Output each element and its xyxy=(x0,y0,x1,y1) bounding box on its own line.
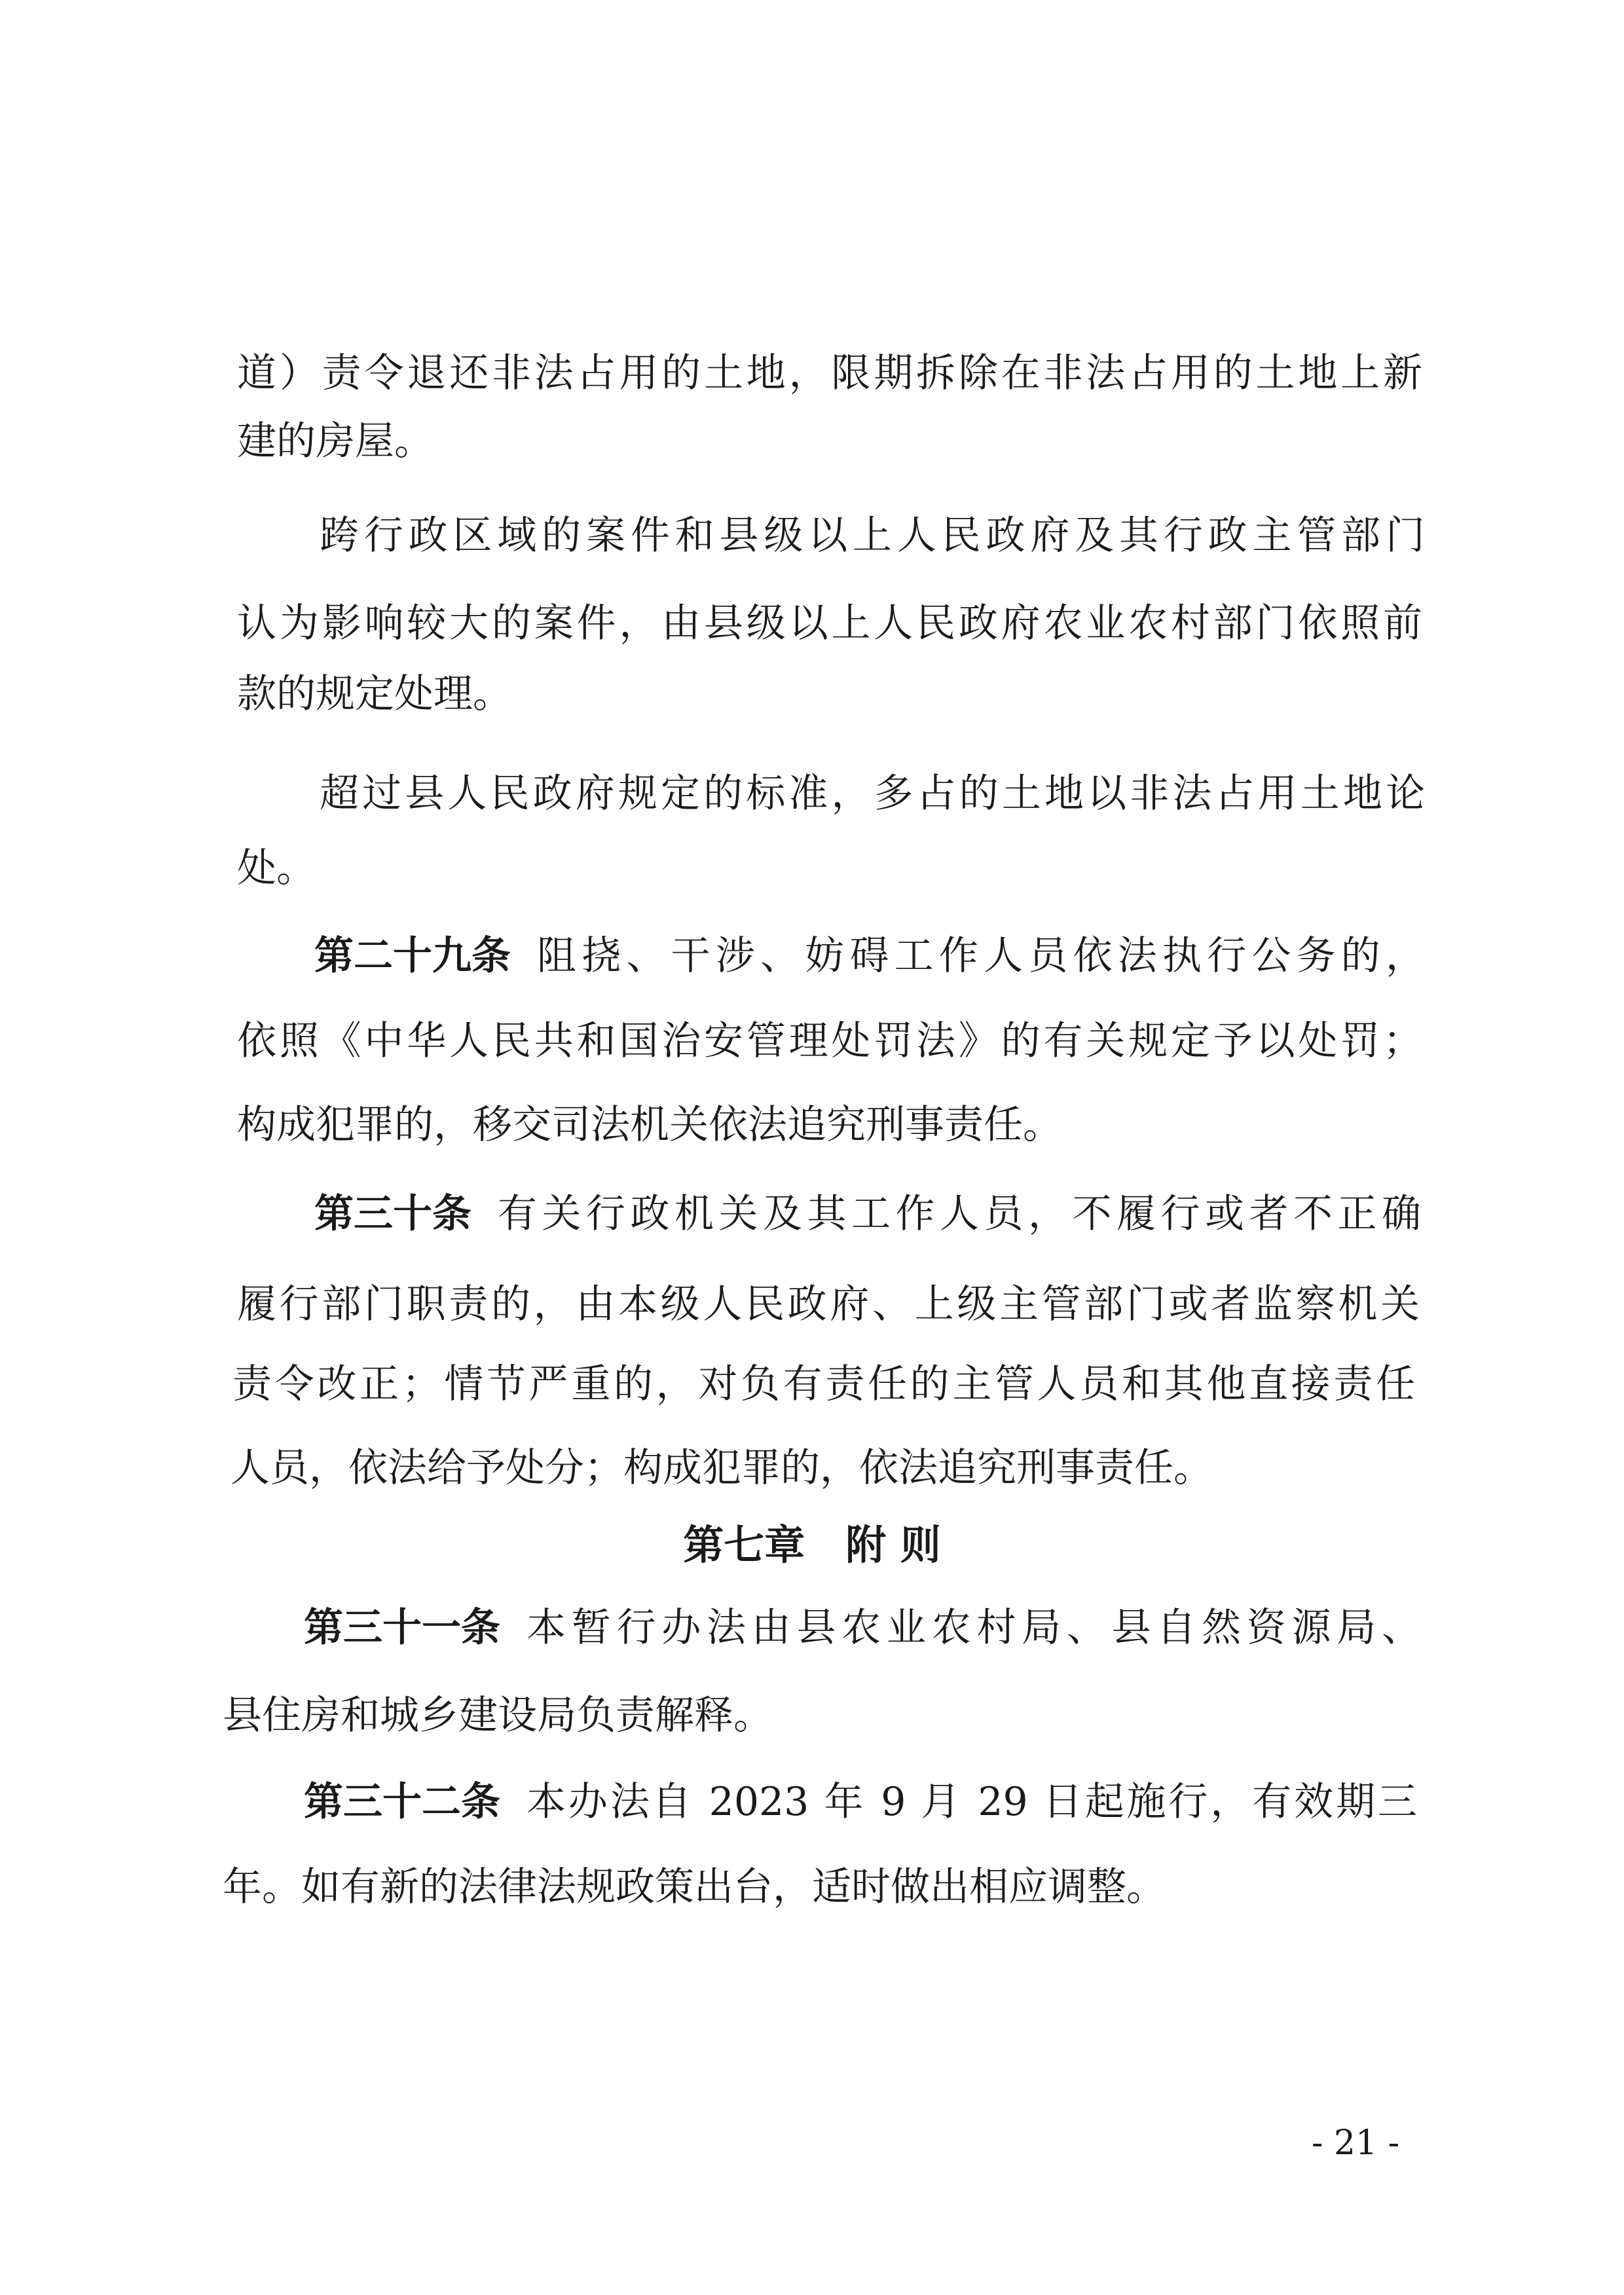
paragraph-line: 款的规定处理。 xyxy=(237,671,512,717)
article-31-label: 第三十一条 xyxy=(304,1605,500,1651)
paragraph-line: 道）责令退还非法占用的土地，限期拆除在非法占用的土地上新 xyxy=(237,350,1422,396)
paragraph-line: 人员，依法给予处分；构成犯罪的，依法追究刑事责任。 xyxy=(231,1445,1213,1491)
paragraph-line: 履行部门职责的，由本级人民政府、上级主管部门或者监察机关 xyxy=(237,1281,1420,1327)
page-number: - 21 - xyxy=(1311,2123,1400,2163)
article-29-first-line xyxy=(314,928,1425,983)
article-29-text: 阻挠、干涉、妨碍工作人员依法执行公务的， xyxy=(537,933,1425,979)
paragraph-line: 年。如有新的法律法规政策出台，适时做出相应调整。 xyxy=(223,1864,1166,1910)
paragraph-line: 依照《中华人民共和国治安管理处罚法》的有关规定予以处罚； xyxy=(237,1018,1422,1064)
paragraph-line: 建的房屋。 xyxy=(237,418,434,464)
paragraph-line: 处。 xyxy=(237,845,316,891)
article-30-first-line xyxy=(314,1186,1421,1241)
article-32-label: 第三十二条 xyxy=(304,1779,500,1825)
paragraph-line: 跨行政区域的案件和县级以上人民政府及其行政主管部门 xyxy=(320,513,1425,559)
article-29-label: 第二十九条 xyxy=(314,933,511,979)
article-30-text: 有关行政机关及其工作人员，不履行或者不正确 xyxy=(498,1191,1421,1237)
article-32-text: 本办法自 2023 年 9 月 29 日起施行，有效期三 xyxy=(526,1779,1417,1825)
paragraph-line: 认为影响较大的案件，由县级以上人民政府农业农村部门依照前 xyxy=(237,600,1422,646)
article-31-text: 本暂行办法由县农业农村局、县自然资源局、 xyxy=(526,1605,1421,1651)
chapter-heading: 第七章 附 则 xyxy=(683,1521,941,1569)
article-32-first-line xyxy=(304,1774,1417,1829)
paragraph-line: 责令改正；情节严重的，对负有责任的主管人员和其他直接责任 xyxy=(232,1361,1415,1407)
article-31-first-line xyxy=(304,1600,1421,1655)
paragraph-line: 县住房和城乡建设局负责解释。 xyxy=(223,1693,773,1738)
paragraph-line: 构成犯罪的，移交司法机关依法追究刑事责任。 xyxy=(237,1102,1062,1148)
article-30-label: 第三十条 xyxy=(314,1191,471,1237)
paragraph-line: 超过县人民政府规定的标准，多占的土地以非法占用土地论 xyxy=(320,771,1425,817)
